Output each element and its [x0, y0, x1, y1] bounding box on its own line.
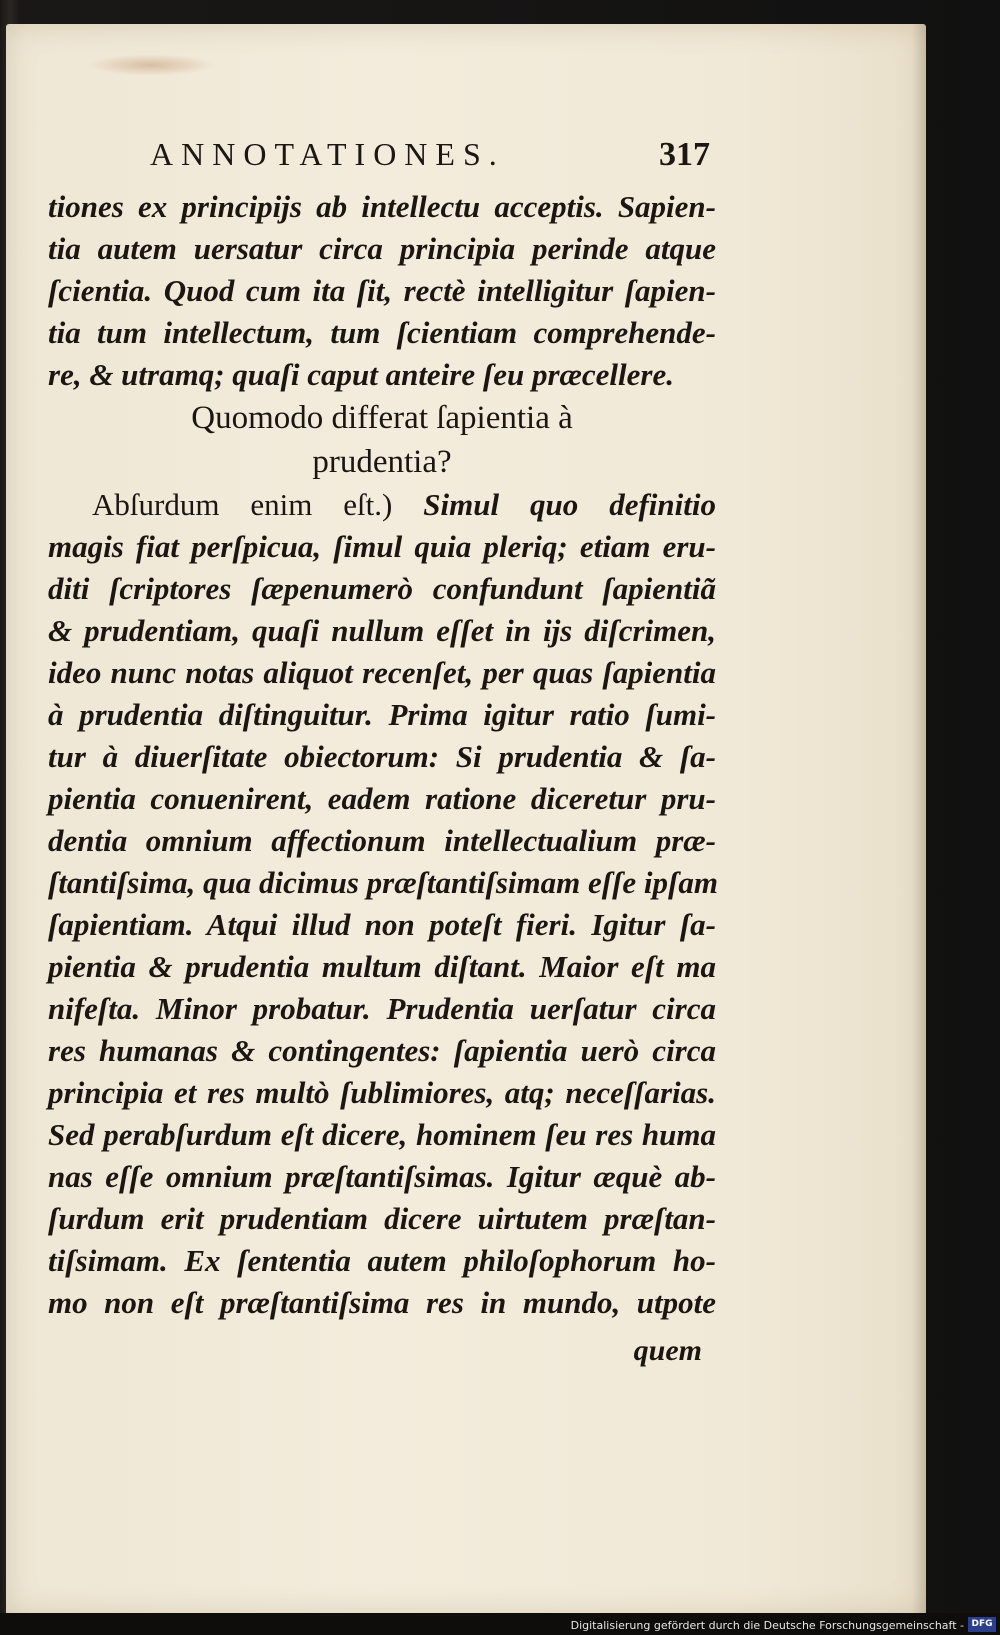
footer-bar — [0, 1613, 1000, 1635]
text-line: tia autem uersatur circa principia perinde atque — [48, 231, 716, 266]
section-heading-line: prudentia? — [312, 444, 452, 480]
text-line: ſcientia. Quod cum ita ſit, rectè intelligitur ſapien- — [48, 273, 716, 308]
text-line: Sed perabſurdum eſt dicere, hominem ſeu res huma — [48, 1117, 716, 1152]
text-line: & prudentiam, quaſi nullum eſſet in ijs diſcrimen, — [48, 613, 716, 648]
text-line: re, & utramq; quaſi caput anteire ſeu præcellere. — [48, 357, 674, 392]
text-line: pientia & prudentia multum diſtant. Maior eſt ma — [48, 949, 716, 984]
text-line-lemma — [48, 484, 716, 526]
text-line: pientia conuenirent, eadem ratione diceretur pru- — [48, 781, 716, 816]
text-line: tiſsimam. Ex ſententia autem philoſophorum ho- — [48, 1243, 716, 1278]
text-line: nas eſſe omnium præſtantiſsimas. Igitur æquè ab- — [48, 1159, 716, 1194]
text-line: nifeſta. Minor probatur. Prudentia uerſatur circa — [48, 991, 716, 1026]
text-line: dentia omnium affectionum intellectualium præ- — [48, 823, 716, 858]
text-line: res humanas & contingentes: ſapientia uerò circa — [48, 1033, 716, 1068]
lemma-continuation: Simul quo definitio — [423, 487, 717, 522]
running-head: ANNOTATIONES. — [150, 136, 505, 172]
text-line: à prudentia diſtinguitur. Prima igitur ratio ſumi- — [48, 697, 716, 732]
text-line: magis fiat perſpicua, ſimul quia pleriq; etiam eru- — [48, 529, 716, 564]
text-block — [48, 186, 716, 1324]
text-line: ſurdum erit prudentiam dicere uirtutem præſtan- — [48, 1201, 716, 1236]
catchword: quem — [633, 1334, 702, 1367]
text-line: ſapientiam. Atqui illud non poteſt fieri. Igitur ſa- — [48, 907, 716, 942]
digitization-credit: Digitalisierung gefördert durch die Deutsche Forschungsgemeinschaft - — [570, 1619, 964, 1632]
section-heading-line: Quomodo differat ſapientia à — [191, 400, 573, 436]
lemma: Abſurdum enim eſt.) — [92, 487, 393, 522]
text-line: tiones ex principijs ab intellectu acceptis. Sapien- — [48, 189, 716, 224]
page-number: 317 — [659, 136, 710, 173]
text-line: mo non eſt præſtantiſsima res in mundo, utpote — [48, 1285, 716, 1320]
dfg-logo-icon: DFG — [968, 1617, 996, 1632]
text-line: ſtantiſsima, qua dicimus præſtantiſsimam eſſe ipſam — [48, 865, 718, 900]
page-header — [150, 136, 710, 182]
text-line: diti ſcriptores ſæpenumerò confundunt ſapientiã — [48, 571, 716, 606]
text-line: principia et res multò ſublimiores, atq; neceſſarias. — [48, 1075, 716, 1110]
page-stain — [86, 54, 216, 76]
text-line: ideo nunc notas aliquot recenſet, per quas ſapientia — [48, 655, 716, 690]
text-line: tur à diuerſitate obiectorum: Si prudentia & ſa- — [48, 739, 716, 774]
text-line: tia tum intellectum, tum ſcientiam comprehende- — [48, 315, 716, 350]
